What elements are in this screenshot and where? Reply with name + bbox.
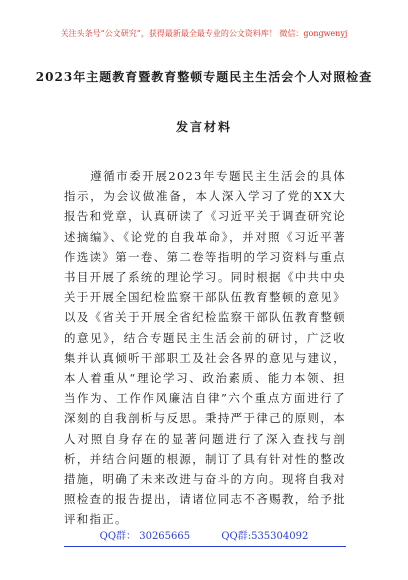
- document-title: 2023年主题教育暨教育整顿专题民主生活会个人对照检查: [35, 70, 373, 84]
- qq-group-2: QQ群:535304092: [221, 531, 309, 542]
- body-paragraph: 遵循市委开展2023年专题民主生活会的具体指示，为会议做准备，本人深入学习了党的XX大报告和党章，认真研读了《习近平关于调查研究论述摘编》、《论党的自我革命》，并对照《习近平著作选读》第一卷、第二卷等指明的学习资料与重点书目开展了系统的理论学习。同时根据《中共中央关于开展全国纪检监察干部队伍教育整顿的意见》以及《省关于开展全省纪检监察干部队伍教育整顿的意见》，结合专题民主生活会前的研讨，广泛收集并认真倾听干部职工及社会各界的意见与建议，本人着重从“理论学习、政治素质、能力本领、担当作为、工作作风廉洁自律”六个重点方面进行了深刻的自我剖析与反思。秉持严于律己的原则，本人对照自身存在的显著问题进行了深入查找与剖析，并结合问题的根源，制订了具有针对性的整改措施，明确了未来改进与奋斗的方向。现将自我对照检查的报告提出，请诸位同志不吝赐教，给予批评和指正。: [64, 169, 346, 527]
- document-body: [64, 166, 346, 530]
- document-subtitle: 发言材料: [175, 120, 232, 134]
- footer-divider: [64, 546, 346, 547]
- footer-contacts: [0, 531, 408, 543]
- header-banner: 关注头条号“公文研究”，获得最新最全最专业的公文资料库！ 微信：gongwenyj: [60, 29, 348, 38]
- qq-group-1: QQ群： 30265665: [99, 531, 191, 542]
